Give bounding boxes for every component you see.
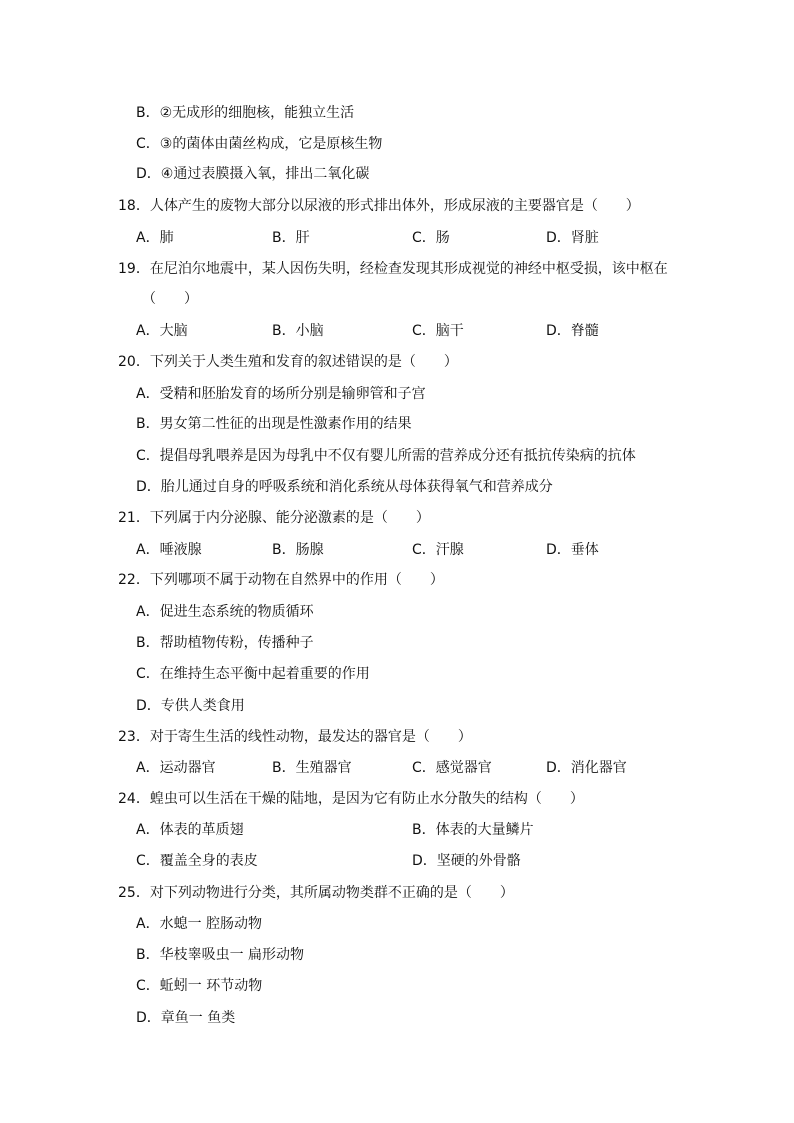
q22-option-b: B．帮助植物传粉，传播种子 [136,635,314,651]
q25-option-a: A．水螅一 腔肠动物 [136,916,263,932]
q23-option-b: B．生殖器官 [272,760,352,776]
q21-option-b: B．肠腺 [272,542,324,558]
q21-option-c: C．汗腺 [412,542,464,558]
q19-stem: 19．在尼泊尔地震中，某人因伤失明，经检查发现其形成视觉的神经中枢受损，该中枢在 [118,261,668,277]
q20-option-b: B．男女第二性征的出现是性激素作用的结果 [136,416,412,432]
q22-stem: 22．下列哪项不属于动物在自然界中的作用（ ） [118,572,444,588]
q17-option-c: C．③的菌体由菌丝构成，它是原核生物 [136,136,383,152]
q22-option-c: C．在维持生态平衡中起着重要的作用 [136,666,370,682]
q25-stem: 25．对下列动物进行分类，其所属动物类群不正确的是（ ） [118,885,514,901]
q25-option-c: C．蚯蚓一 环节动物 [136,978,263,994]
q19-option-c: C．脑干 [412,323,464,339]
q19-option-b: B．小脑 [272,323,324,339]
q18-option-d: D．肾脏 [546,230,599,246]
q19-option-d: D．脊髓 [546,323,599,339]
q19-stem-continuation: （ ） [142,291,198,307]
q17-option-b: B．②无成形的细胞核，能独立生活 [136,105,355,121]
q20-option-c: C．提倡母乳喂养是因为母乳中不仅有婴儿所需的营养成分还有抵抗传染病的抗体 [136,448,636,464]
q18-option-a: A．肺 [136,230,174,246]
q23-option-c: C．感觉器官 [412,760,492,776]
q20-option-a: A．受精和胚胎发育的场所分别是输卵管和子宫 [136,386,426,402]
q23-option-a: A．运动器官 [136,760,216,776]
q23-option-d: D．消化器官 [546,760,627,776]
q25-option-b: B．华枝睾吸虫一 扁形动物 [136,947,305,963]
q24-stem: 24．蝗虫可以生活在干燥的陆地，是因为它有防止水分散失的结构（ ） [118,791,584,807]
q18-option-c: C．肠 [412,230,450,246]
q21-stem: 21．下列属于内分泌腺、能分泌激素的是（ ） [118,510,430,526]
q17-option-d: D．④通过表膜摄入氧，排出二氧化碳 [136,166,370,182]
q18-stem: 18．人体产生的废物大部分以尿液的形式排出体外，形成尿液的主要器官是（ ） [118,198,640,214]
q22-option-a: A．促进生态系统的物质循环 [136,604,314,620]
q19-option-a: A．大脑 [136,323,188,339]
q20-stem: 20．下列关于人类生殖和发育的叙述错误的是（ ） [118,354,458,370]
q21-option-a: A．唾液腺 [136,542,202,558]
q24-option-b: B．体表的大量鳞片 [412,822,534,838]
q24-option-c: C．覆盖全身的表皮 [136,853,258,869]
q25-option-d: D．章鱼一 鱼类 [136,1010,236,1026]
q22-option-d: D．专供人类食用 [136,698,245,714]
q18-option-b: B．肝 [272,230,310,246]
q20-option-d: D．胎儿通过自身的呼吸系统和消化系统从母体获得氧气和营养成分 [136,479,553,495]
q24-option-a: A．体表的革质翅 [136,822,244,838]
q23-stem: 23．对于寄生生活的线性动物，最发达的器官是（ ） [118,729,472,745]
q24-option-d: D．坚硬的外骨骼 [412,853,521,869]
q21-option-d: D．垂体 [546,542,599,558]
